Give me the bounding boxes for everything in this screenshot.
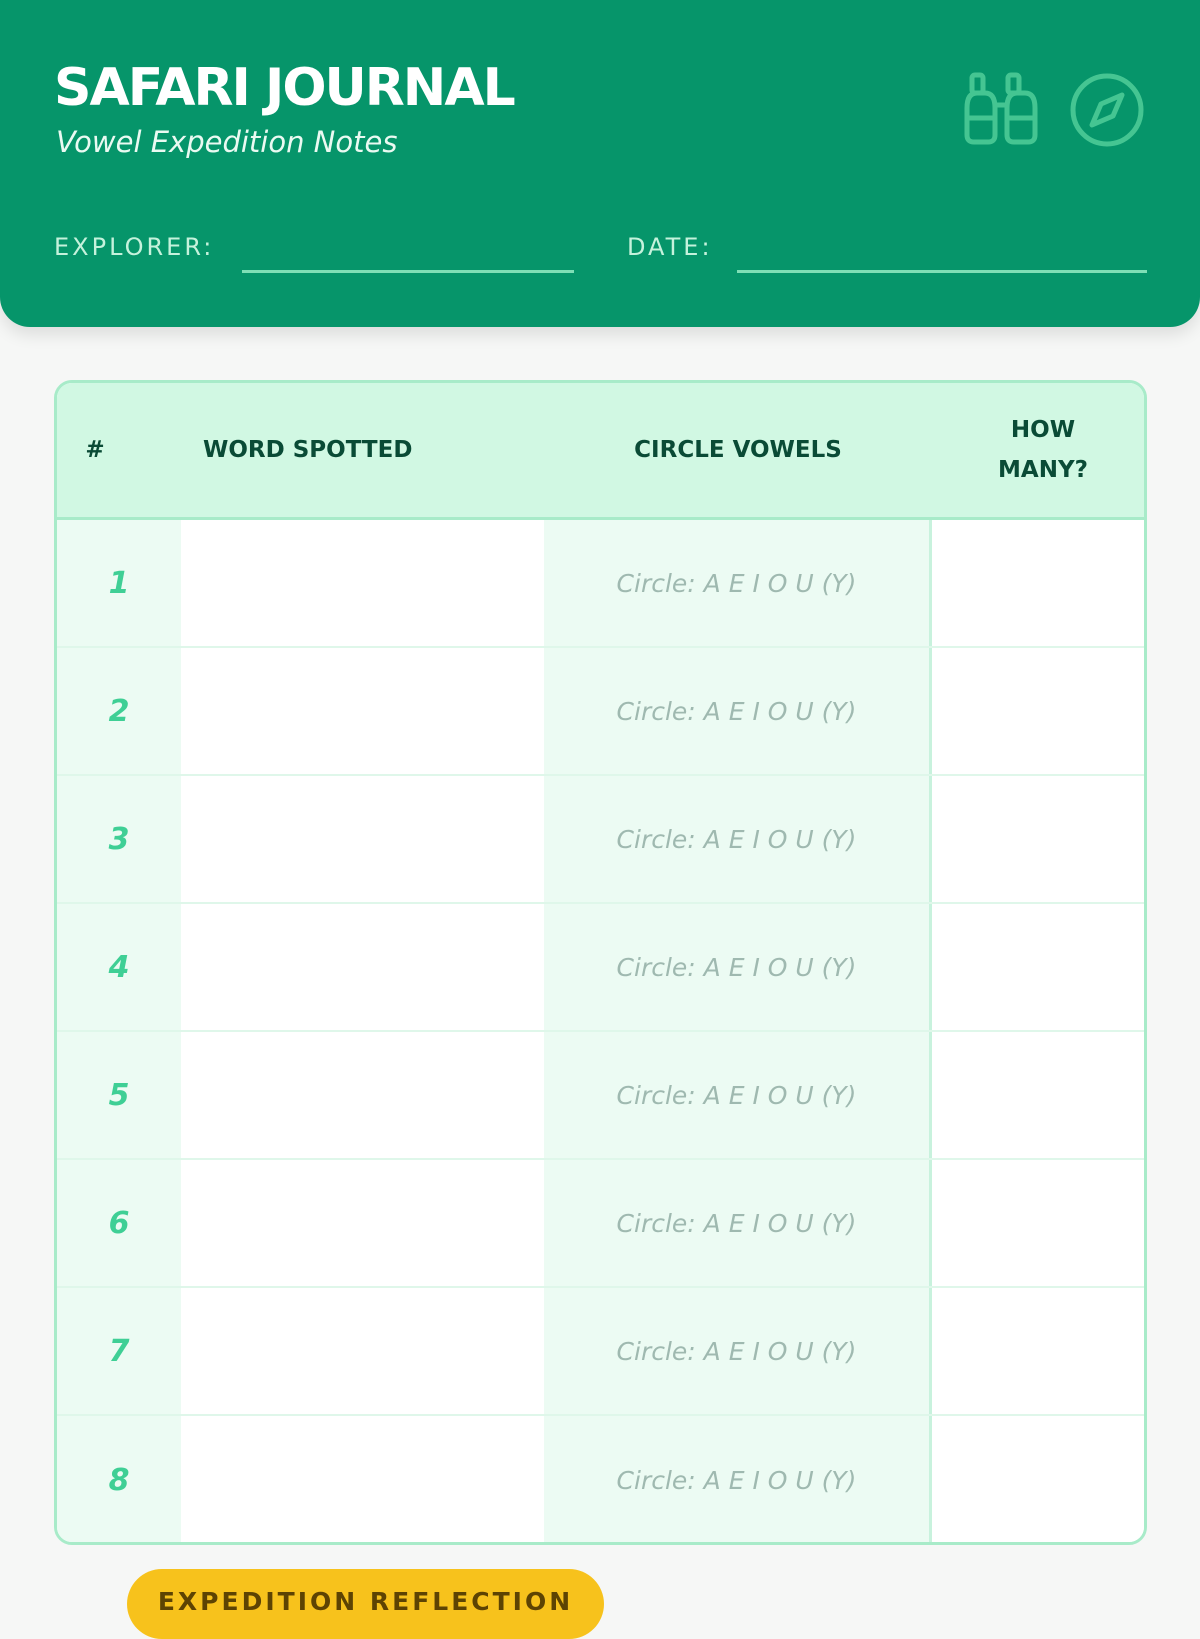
compass-icon (1069, 72, 1145, 148)
explorer-field[interactable] (242, 270, 574, 273)
table-header (57, 383, 1144, 520)
word-spotted-cell[interactable] (181, 776, 544, 902)
row-number: 5 (57, 1032, 181, 1158)
circle-vowels-cell[interactable]: Circle: A E I O U (Y) (544, 520, 932, 646)
binoculars-icon (963, 72, 1039, 146)
row-number: 2 (57, 648, 181, 774)
word-spotted-cell[interactable] (181, 1416, 544, 1544)
column-header-count: HOW MANY? (998, 417, 1088, 483)
how-many-cell[interactable] (932, 904, 1144, 1030)
table-row (57, 776, 1144, 904)
row-number: 8 (57, 1416, 181, 1544)
word-spotted-cell[interactable] (181, 648, 544, 774)
table-row (57, 648, 1144, 776)
word-spotted-cell[interactable] (181, 1160, 544, 1286)
circle-vowels-cell[interactable]: Circle: A E I O U (Y) (544, 1160, 932, 1286)
how-many-cell[interactable] (932, 1288, 1144, 1414)
circle-vowels-cell[interactable]: Circle: A E I O U (Y) (544, 1288, 932, 1414)
vowel-table (54, 380, 1147, 1545)
row-number: 7 (57, 1288, 181, 1414)
column-header-word: WORD SPOTTED (203, 437, 413, 463)
how-many-cell[interactable] (932, 776, 1144, 902)
how-many-cell[interactable] (932, 520, 1144, 646)
table-row (57, 1032, 1144, 1160)
word-spotted-cell[interactable] (181, 904, 544, 1030)
date-label: DATE: (627, 233, 713, 261)
page-subtitle: Vowel Expedition Notes (56, 125, 398, 159)
word-spotted-cell[interactable] (181, 1288, 544, 1414)
how-many-cell[interactable] (932, 1416, 1144, 1544)
row-number: 6 (57, 1160, 181, 1286)
how-many-cell[interactable] (932, 1160, 1144, 1286)
table-row (57, 520, 1144, 648)
circle-vowels-cell[interactable]: Circle: A E I O U (Y) (544, 648, 932, 774)
explorer-label: EXPLORER: (54, 233, 215, 261)
circle-vowels-cell[interactable]: Circle: A E I O U (Y) (544, 1416, 932, 1544)
journal-header (0, 0, 1200, 327)
circle-vowels-cell[interactable]: Circle: A E I O U (Y) (544, 904, 932, 1030)
circle-vowels-cell[interactable]: Circle: A E I O U (Y) (544, 776, 932, 902)
word-spotted-cell[interactable] (181, 1032, 544, 1158)
table-row (57, 1160, 1144, 1288)
table-row (57, 1288, 1144, 1416)
column-header-vowels: CIRCLE VOWELS (634, 437, 842, 463)
date-field[interactable] (737, 270, 1147, 273)
how-many-cell[interactable] (932, 648, 1144, 774)
table-body (57, 520, 1144, 1544)
page-title: SAFARI JOURNAL (54, 58, 514, 118)
row-number: 4 (57, 904, 181, 1030)
table-row (57, 1416, 1144, 1544)
how-many-cell[interactable] (932, 1032, 1144, 1158)
row-number: 1 (57, 520, 181, 646)
word-spotted-cell[interactable] (181, 520, 544, 646)
row-number: 3 (57, 776, 181, 902)
expedition-reflection-tab: EXPEDITION REFLECTION (127, 1569, 604, 1639)
table-row (57, 904, 1144, 1032)
circle-vowels-cell[interactable]: Circle: A E I O U (Y) (544, 1032, 932, 1158)
column-header-number: # (85, 437, 105, 463)
